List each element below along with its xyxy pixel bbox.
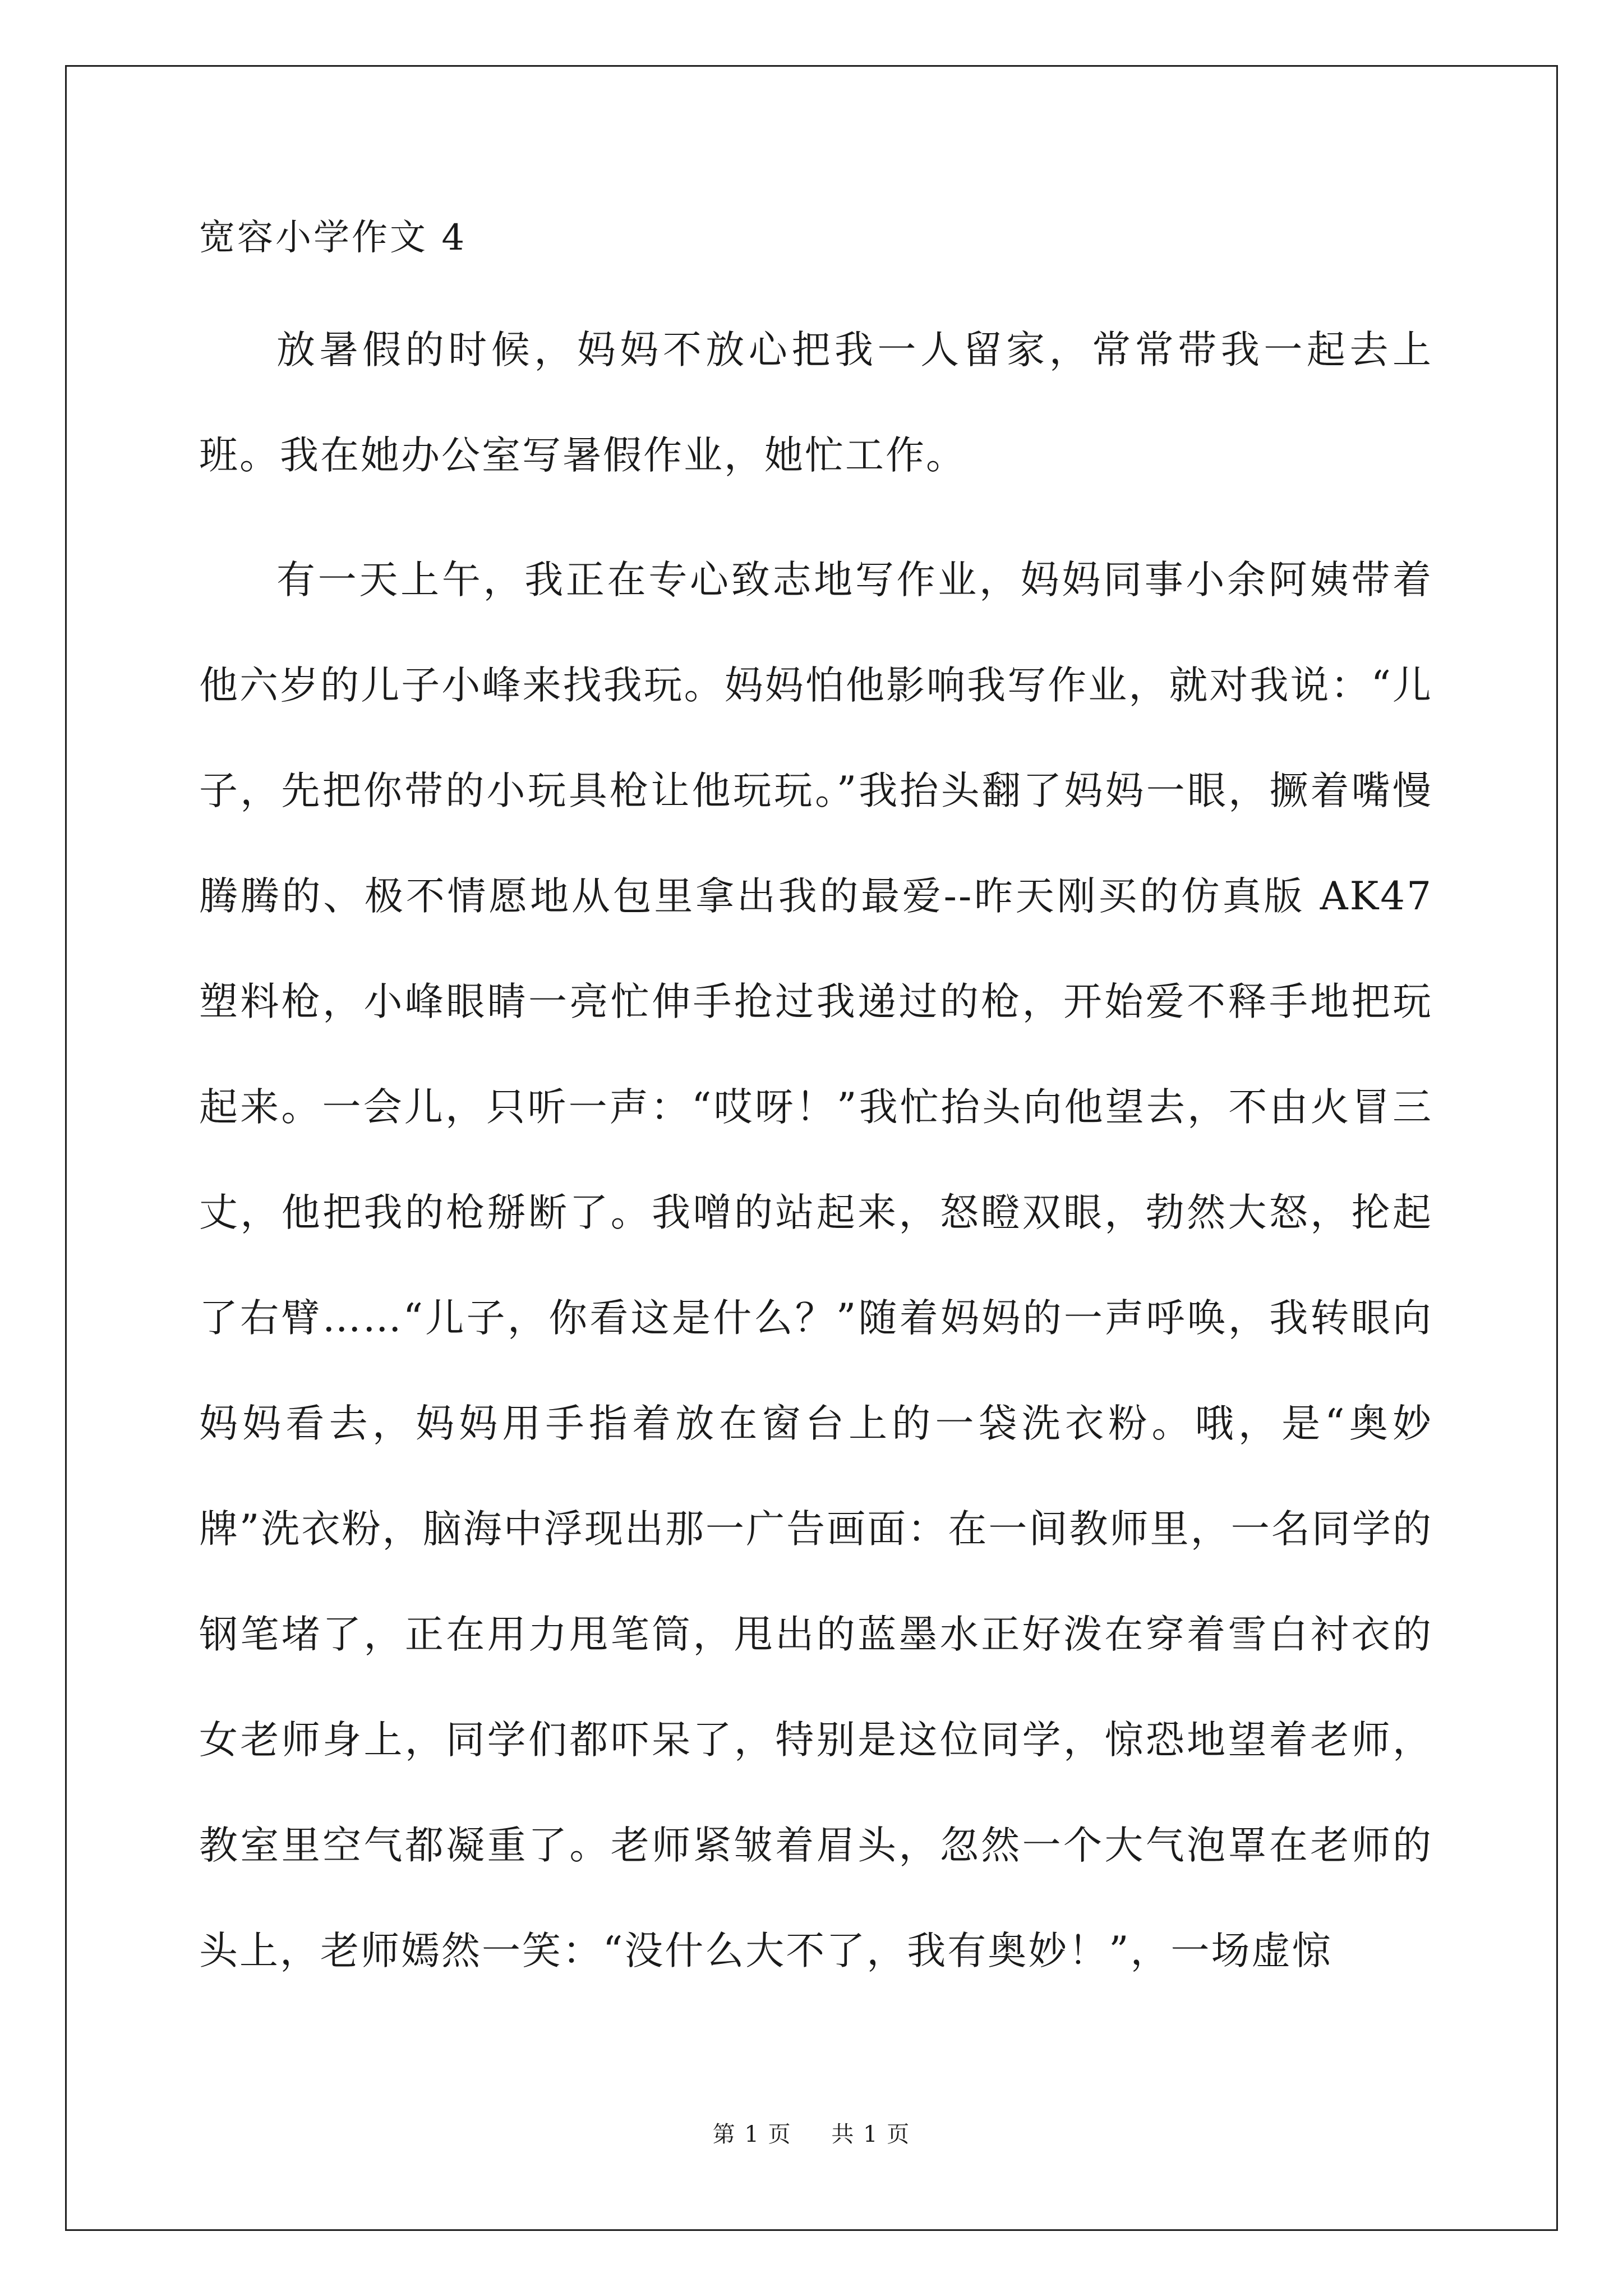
paragraph-2: 有一天上午，我正在专心致志地写作业，妈妈同事小余阿姨带着他六岁的儿子小峰来找我玩。妈妈怕他影响我写作业，就对我说：“儿子，先把你带的小玩具枪让他玩玩。”我抬头翻了妈妈一眼，撅着嘴慢腾腾的、极不情愿地从包里拿出我的最爱--昨天刚买的仿真版 AK47 塑料枪，小峰眼睛一亮忙伸手抢过我递过的枪，开始爱不释手地把玩起来。一会儿，只听一声：“哎呀！”我忙抬头向他望去，不由火冒三丈，他把我的枪掰断了。我噌的站起来，怒瞪双眼，勃然大怒，抡起了右臂……“儿子，你看这是什么？”随着妈妈的一声呼唤，我转眼向妈妈看去，妈妈用手指着放在窗台上的一袋洗衣粉。哦，是“奥妙牌”洗衣粉，脑海中浮现出那一广告画面：在一间教师里，一名同学的钢笔堵了，正在用力甩笔筒，甩出的蓝墨水正好泼在穿着雪白衬衣的女老师身上，同学们都吓呆了，特别是这位同学，惊恐地望着老师，教室里空气都凝重了。老师紧皱着眉头，忽然一个大气泡罩在老师的头上，老师嫣然一笑：“没什么大不了，我有奥妙！”，一场虚惊 <box>199 557 1433 1973</box>
page-footer <box>0 2118 1623 2151</box>
document-title: 宽容小学作文 4 <box>199 217 467 259</box>
page-total: 共 1 页 <box>831 2122 911 2147</box>
paragraph-1: 放暑假的时候，妈妈不放心把我一人留家，常常带我一起去上班。我在她办公室写暑假作业，她忙工作。 <box>199 327 1433 478</box>
document-body <box>199 213 1433 2023</box>
page-number: 第 1 页 <box>712 2122 792 2147</box>
